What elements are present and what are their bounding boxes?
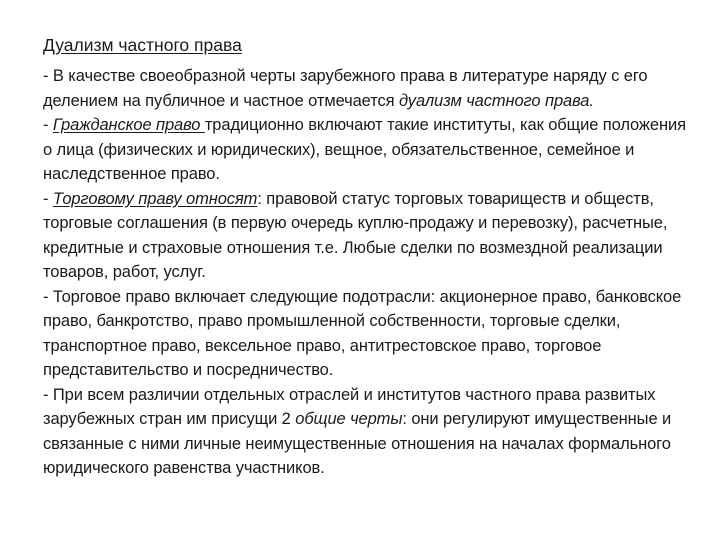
text-span: - В качестве своеобразной черты зарубежного права в литературе наряду с его делением на публичное и частное отмечается (43, 67, 648, 110)
text-span: : они регулируют имущественные и связанные с ними личные неимущественные отношения на началах формального юридического равенства участников. (43, 410, 672, 477)
text-span: традиционно включают такие институты, как общие положения о лица (физических и юридических), вещное, обязательственное, семейное и наследственное право. (43, 116, 686, 183)
document-title: Дуализм частного права (43, 35, 242, 55)
paragraph-trade-law (43, 187, 690, 285)
italic-term-dualism: дуализм частного права. (398, 91, 594, 110)
text-span: - (43, 189, 53, 208)
text-span: - При всем различии отдельных отраслей и институтов частного права развитых зарубежных стран им присущи 2 (43, 385, 656, 428)
italic-term-trade-law: Торговому праву относят (52, 189, 258, 208)
paragraph-trade-subbranches (43, 285, 690, 383)
text-span: - (43, 116, 53, 134)
paragraph-common-features (43, 383, 690, 481)
text-span: : правовой статус торговых товариществ и обществ, торговые соглашения (в первую очередь куплю-продажу и перевозку), расчетные, кредитные и страховые отношения т.е. Любые сделки по возмездной реализации товаров, работ, услуг. (43, 189, 668, 281)
paragraph-civil-law (43, 113, 690, 187)
paragraph-dualism (43, 64, 690, 113)
italic-term-common-features: общие черты (295, 410, 403, 428)
text-span: - Торговое право включает следующие подотрасли: акционерное право, банковское право, банкротство, право промышленной собственности, торговые сделки, транспортное право, вексельное право, антитрестовское право, торговое представительство и посредничество. (43, 287, 682, 379)
italic-term-civil-law: Гражданское право (52, 116, 205, 134)
